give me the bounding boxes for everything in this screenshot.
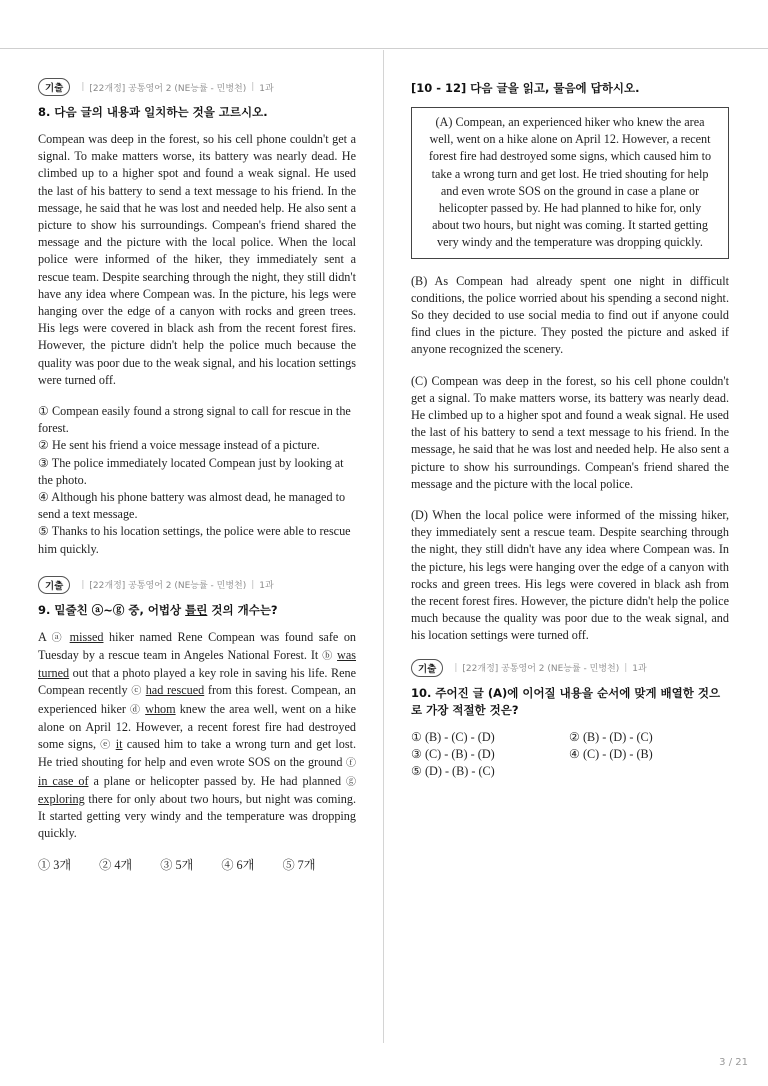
q9-lesson: 1과 xyxy=(259,581,274,592)
marker-f: ⓕ xyxy=(346,758,356,770)
q10-lesson: 1과 xyxy=(632,664,647,675)
q8-tag: 기출 xyxy=(38,78,70,96)
q8-option-4[interactable]: ④ Although his phone battery was almost dead, he managed to send a text message. xyxy=(38,490,346,522)
q9-options xyxy=(38,856,356,873)
underlined-b: was turned xyxy=(38,648,357,681)
q9-option-2[interactable]: ② 4개 xyxy=(99,858,133,873)
q9-source: [22개정] 공통영어 2 (NE능률 - 민병천) xyxy=(89,581,247,592)
underlined-a: missed xyxy=(69,629,104,644)
q10-option-1[interactable]: ① (B) - (C) - (D) xyxy=(411,729,495,744)
q10-source: [22개정] 공통영어 2 (NE능률 - 민병천) xyxy=(462,664,620,675)
q10-12-header: [10 - 12] 다음 글을 읽고, 물음에 답하시오. xyxy=(411,81,640,95)
q9-tag: 기출 xyxy=(38,576,70,594)
q8-passage: Compean was deep in the forest, so his cell phone couldn't get a signal. To make matters worse, its battery was nearly dead. He climbed up to a higher spot and found a weak signal. He used the last of his battery to send a text message to his friend. In the message, he said that he was lost and needed help. He also sent a picture to show his surroundings. Compean's friend shared the message and the picture with the local police. When the local police were informed of the hiker, they immediately sent a rescue team. Despite searching through the night, they still didn't have any idea where Compean was. In the picture, his legs were hanging over the edge of a canyon with rocks and green trees. His legs were covered in black ash from the recent forest fires. However, the picture didn't help the police much because the quality was poor due to the weak signal, and his location settings were turned off. xyxy=(38,132,356,387)
q10-tag: 기출 xyxy=(411,659,443,677)
q10-option-4[interactable]: ④ (C) - (D) - (B) xyxy=(569,746,653,761)
q9-passage: A ⓐ missed hiker named Rene Compean was found safe on Tuesday by a rescue team in Angeles National Forest. It ⓑ was turned out that a photo played a key role in saving his life. Rene Compean recently ⓒ had rescued from this forest. Compean, an experienced hiker ⓓ whom knew the area well, went on a hike alone on April 12. However, a recent forest fire had destroyed some signs, ⓔ it caused him to take a wrong turn and get lost. He tried shouting for help and even wrote SOS on the ground ⓕ in case of a plane or helicopter passed by. He had planned ⓖ exploring there for only about two hours, but night was coming. It started getting very windy and the temperature was dropping quickly. xyxy=(38,629,357,841)
underlined-e: it xyxy=(115,737,123,752)
marker-d: ⓓ xyxy=(130,704,142,716)
passage-d: (D) When the local police were informed of the missing hiker, they immediately sent a rescue team. Despite searching through the night, they still didn't have any idea where Compean was. In the picture, his legs were hanging over the edge of a canyon with rocks and green trees. His legs were covered in black ash from the recent forest fires. However, the picture didn't help the police much because the quality was poor due to the weak signal, and his location settings were turned off. xyxy=(411,508,729,643)
q10-option-5[interactable]: ⑤ (D) - (B) - (C) xyxy=(411,764,495,779)
marker-e: ⓔ xyxy=(100,740,112,752)
q8-option-1[interactable]: ① Compean easily found a strong signal to call for rescue in the forest. xyxy=(38,404,351,436)
underlined-f: in case of xyxy=(38,773,89,788)
q8-option-2[interactable]: ② He sent his friend a voice message instead of a picture. xyxy=(38,438,320,453)
q8-title: 8. 다음 글의 내용과 일치하는 것을 고르시오. xyxy=(38,105,268,119)
q8-source: [22개정] 공통영어 2 (NE능률 - 민병천) xyxy=(89,83,247,94)
q8-source-line: 기출 | [22개정] 공통영어 2 (NE능률 - 민병천) | 1과 xyxy=(38,78,356,96)
underlined-g: exploring xyxy=(38,791,85,806)
q10-source-line: 기출 | [22개정] 공통영어 2 (NE능률 - 민병천) | 1과 xyxy=(411,659,729,677)
q10-title: 10. 주어진 글 (A)에 이어질 내용을 순서에 맞게 배열한 것으로 가장 적절한 것은? xyxy=(411,685,721,717)
q9-option-5[interactable]: ⑤ 7개 xyxy=(282,858,316,873)
right-column xyxy=(411,78,729,780)
q9-title: 9. 밑줄친 ⓐ~ⓖ 중, 어법상 틀린 것의 개수는? xyxy=(38,602,278,617)
q9-option-3[interactable]: ③ 5개 xyxy=(160,858,194,873)
passage-b: (B) As Compean had already spent one night in difficult conditions, the police worried about his spending a second night. So they decided to use social media to find out if anyone could find clues in the picture. They posted the picture and asked if anyone recognized the scenery. xyxy=(411,273,729,357)
underlined-d: whom xyxy=(145,701,176,716)
passage-a-box: (A) Compean, an experienced hiker who knew the area well, went on a hike alone on April 12. However, a recent forest fire had destroyed some signs, which caused him to take a wrong turn and get lost. He tried shouting for help and even wrote SOS on the ground in case a plane or helicopter passed by. He had planned to hike for, only about two hours, but night was coming. It started getting very windy and the temperature was dropping quickly. xyxy=(411,107,729,259)
left-column xyxy=(38,78,356,873)
header-rule xyxy=(0,48,768,49)
page-number: 3 / 21 xyxy=(719,1057,748,1068)
q9-source-line: 기출 | [22개정] 공통영어 2 (NE능률 - 민병천) | 1과 xyxy=(38,576,356,594)
passage-c: (C) Compean was deep in the forest, so his cell phone couldn't get a signal. To make matters worse, its battery was nearly dead. He climbed up to a higher spot and found a weak signal. He used the last of his battery to send a text message to his friend. In the message, he said that he was lost and needed help. He also sent a picture to show his surroundings. Compean's friend shared the message and the picture with the local police. xyxy=(411,373,729,491)
q8-lesson: 1과 xyxy=(259,83,274,94)
underlined-c: had rescued xyxy=(145,683,205,698)
q10-options xyxy=(411,729,729,781)
marker-g: ⓖ xyxy=(345,776,356,788)
q8-option-3[interactable]: ③ The police immediately located Compean just by looking at the photo. xyxy=(38,455,344,487)
q10-option-3[interactable]: ③ (C) - (B) - (D) xyxy=(411,746,495,761)
marker-c: ⓒ xyxy=(131,686,142,698)
column-divider xyxy=(383,50,384,1043)
q8-option-5[interactable]: ⑤ Thanks to his location settings, the police were able to rescue him quickly. xyxy=(38,524,351,556)
marker-a: ⓐ xyxy=(51,632,65,644)
q10-option-2[interactable]: ② (B) - (D) - (C) xyxy=(569,729,653,744)
q9-option-4[interactable]: ④ 6개 xyxy=(221,858,255,873)
marker-b: ⓑ xyxy=(322,651,334,663)
q9-title-underlined: 틀린 xyxy=(185,602,208,617)
q8-options xyxy=(38,403,356,558)
q9-option-1[interactable]: ① 3개 xyxy=(38,858,72,873)
